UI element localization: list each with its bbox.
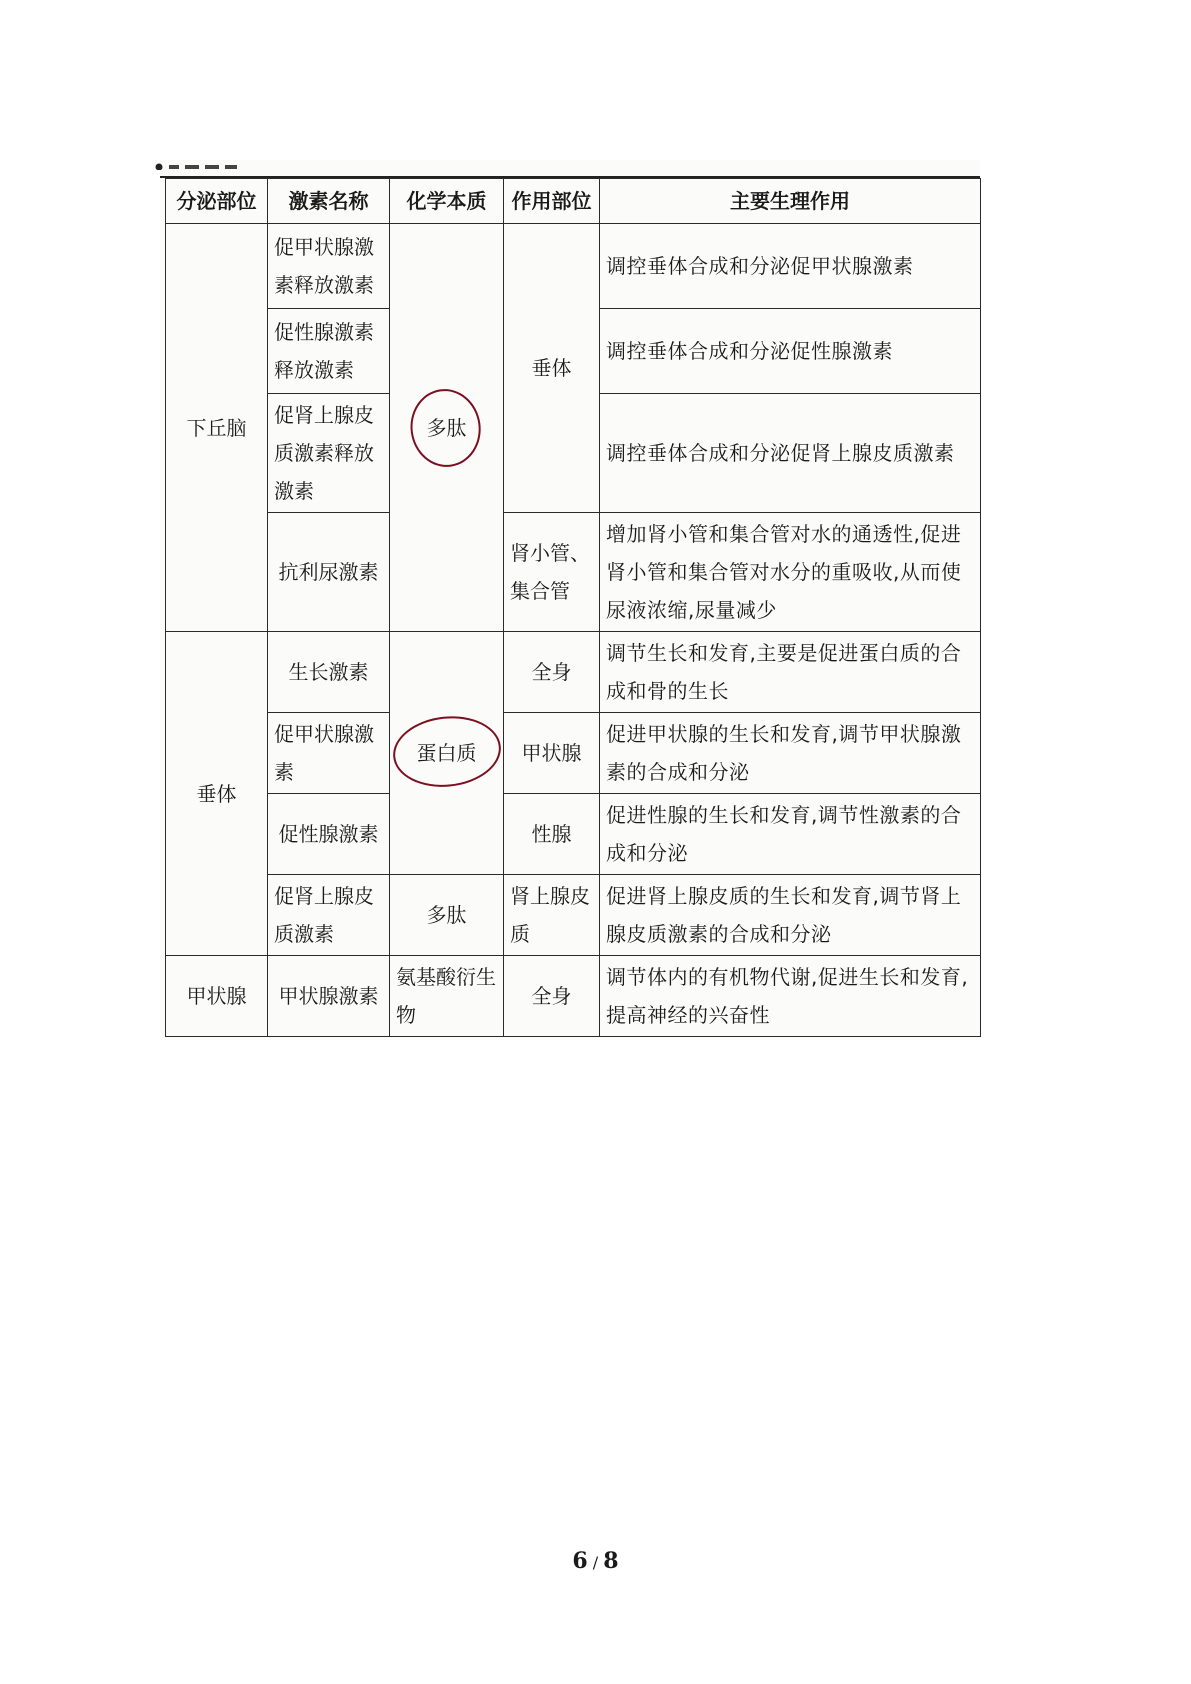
- table-row: [166, 224, 981, 309]
- header-main-effect: 主要生理作用: [600, 179, 981, 224]
- hormone-target: 肾小管、集合管: [504, 513, 600, 632]
- nature-pituitary: [390, 632, 504, 875]
- nature-text: 蛋白质: [416, 741, 477, 765]
- site-thyroid: 甲状腺: [166, 956, 268, 1037]
- table-row: [166, 713, 981, 794]
- table-row: [166, 875, 981, 956]
- hormone-name: 促肾上腺皮质激素: [268, 875, 390, 956]
- nature-text: 多肽: [426, 415, 467, 440]
- hormone-effect: 调控垂体合成和分泌促甲状腺激素: [600, 224, 981, 309]
- hormone-target: 肾上腺皮质: [504, 875, 600, 956]
- hormone-effect: 促进肾上腺皮质的生长和发育,调节肾上腺皮质激素的合成和分泌: [600, 875, 981, 956]
- hormone-target: 甲状腺: [504, 713, 600, 794]
- target-shared: 垂体: [504, 224, 600, 513]
- nature-hypothalamus: [390, 224, 504, 632]
- page-number: [0, 1548, 1191, 1574]
- header-hormone-name: 激素名称: [268, 179, 390, 224]
- hormone-effect: 促进性腺的生长和发育,调节性激素的合成和分泌: [600, 794, 981, 875]
- hormone-target: 性腺: [504, 794, 600, 875]
- hormone-name: 抗利尿激素: [268, 513, 390, 632]
- hormone-name: 促甲状腺激素: [268, 713, 390, 794]
- circled-annotation: [427, 409, 467, 447]
- hormone-effect: 调控垂体合成和分泌促肾上腺皮质激素: [600, 394, 981, 513]
- hormone-effect: 调控垂体合成和分泌促性腺激素: [600, 309, 981, 394]
- table-row: [166, 794, 981, 875]
- hormone-name: 甲状腺激素: [268, 956, 390, 1037]
- hormone-effect: 调节体内的有机物代谢,促进生长和发育,提高神经的兴奋性: [600, 956, 981, 1037]
- hormone-table: [165, 178, 981, 1037]
- hormone-target: 全身: [504, 956, 600, 1037]
- page-total: 8: [603, 1548, 619, 1574]
- site-hypothalamus: 下丘脑: [166, 224, 268, 632]
- hormone-effect: 增加肾小管和集合管对水的通透性,促进肾小管和集合管对水分的重吸收,从而使尿液浓缩,尿量减少: [600, 513, 981, 632]
- hormone-name: 促性腺激素释放激素: [268, 309, 390, 394]
- table-header-row: [166, 179, 981, 224]
- site-pituitary: 垂体: [166, 632, 268, 956]
- hormone-name: 促肾上腺皮质激素释放激素: [268, 394, 390, 513]
- circled-annotation: [417, 734, 477, 772]
- hormone-nature: 氨基酸衍生物: [390, 956, 504, 1037]
- hormone-nature: 多肽: [390, 875, 504, 956]
- header-secretion-site: 分泌部位: [166, 179, 268, 224]
- header-target-site: 作用部位: [504, 179, 600, 224]
- hormone-target: 全身: [504, 632, 600, 713]
- hormone-name: 生长激素: [268, 632, 390, 713]
- hormone-name: 促性腺激素: [268, 794, 390, 875]
- page-current: 6: [572, 1548, 588, 1574]
- table-row: [166, 956, 981, 1037]
- hormone-effect: 调节生长和发育,主要是促进蛋白质的合成和骨的生长: [600, 632, 981, 713]
- header-chemical-nature: 化学本质: [390, 179, 504, 224]
- table-row: [166, 513, 981, 632]
- hormone-name: 促甲状腺激素释放激素: [268, 224, 390, 309]
- page-separator: /: [587, 1553, 604, 1572]
- cropped-heading-fragment: [155, 162, 255, 170]
- hormone-effect: 促进甲状腺的生长和发育,调节甲状腺激素的合成和分泌: [600, 713, 981, 794]
- table-row: [166, 632, 981, 713]
